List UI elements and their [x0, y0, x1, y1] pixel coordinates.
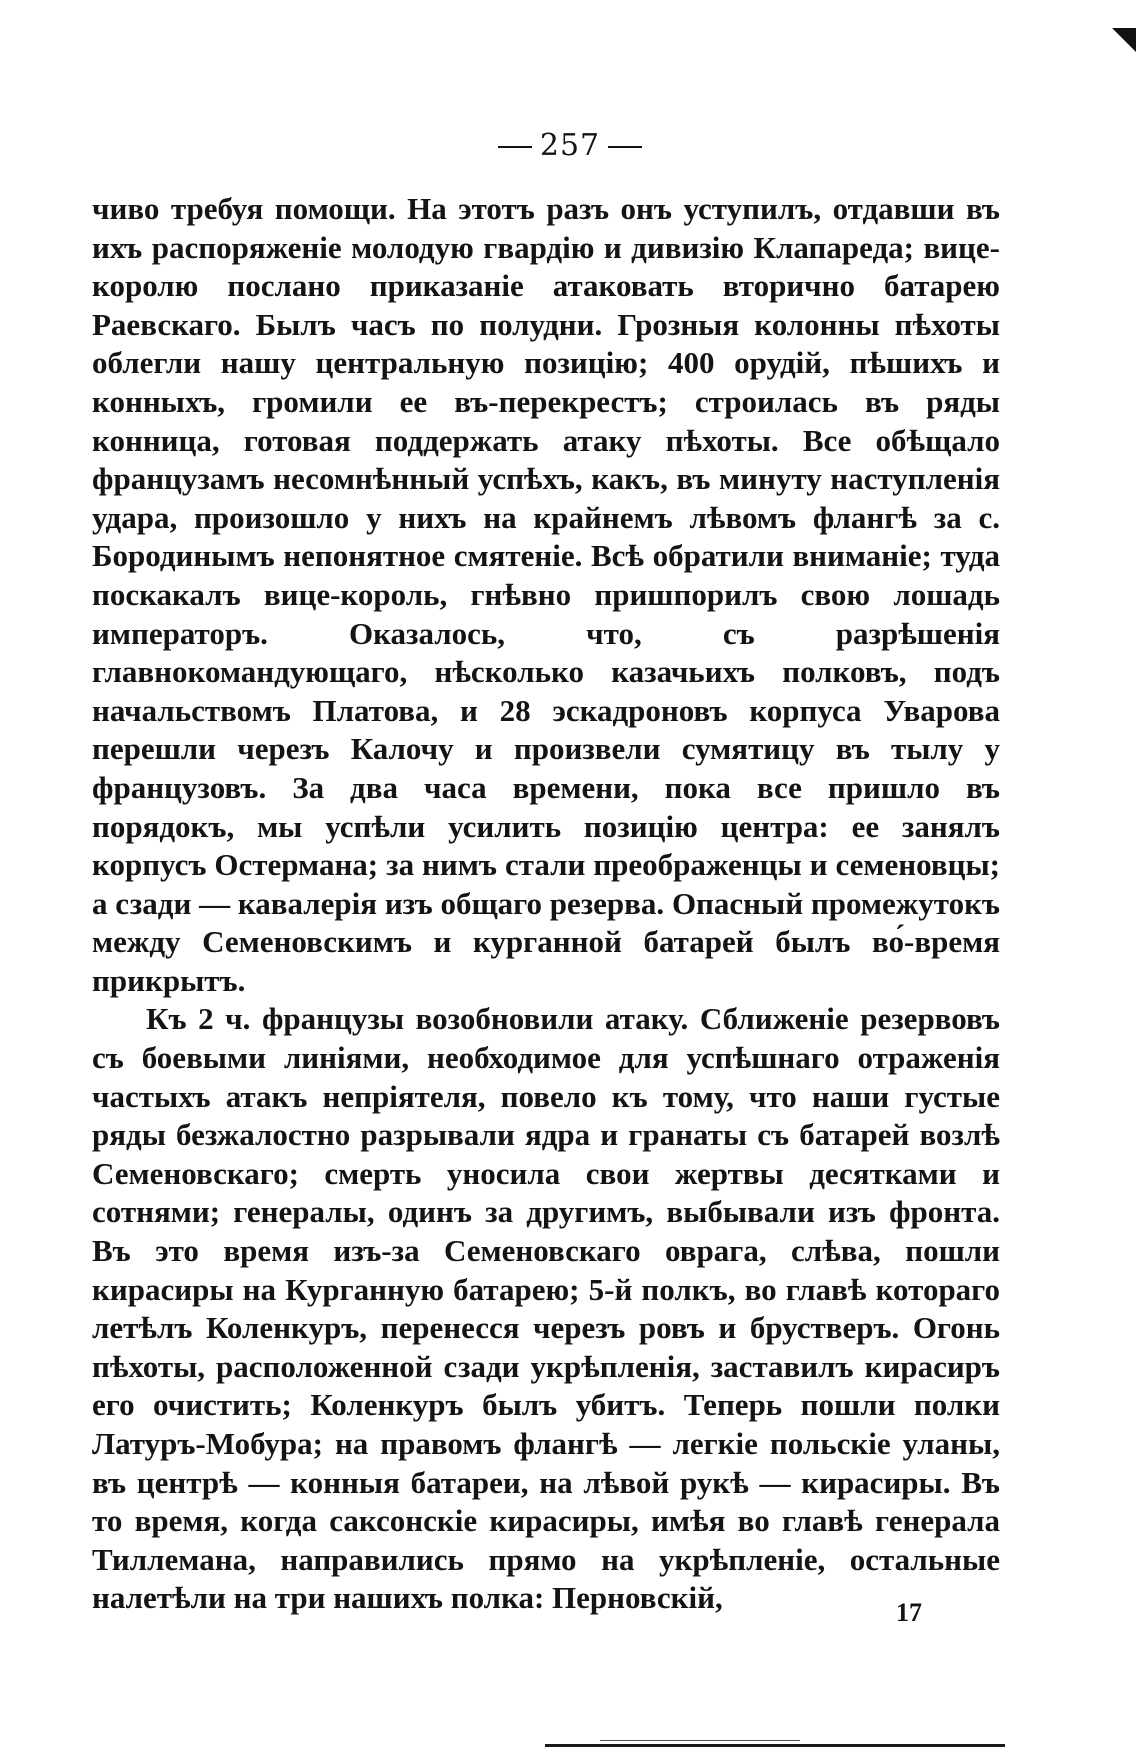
page-number: 257	[539, 128, 601, 163]
printer-signature-mark: 17	[896, 1598, 922, 1627]
corner-triangle-icon	[1110, 26, 1138, 54]
paragraph-1: чиво требуя помощи. На этотъ разъ онъ уступилъ, отдавши въ ихъ распоряженіе молодую гвардію и дивизію Клапареда; вице-королю послано приказаніе атаковать вторично батарею Раевскаго. Былъ часъ по полудни. Грозныя колонны пѣхоты облегли нашу центральную позицію; 400 орудій, пѣшихъ и конныхъ, громили ее въ-перекрестъ; строилась въ ряды конница, готовая поддержать атаку пѣхоты. Все обѣщало французамъ несомнѣнный успѣхъ, какъ, въ минуту наступленія удара, произошло у нихъ на крайнемъ лѣвомъ флангѣ за с. Бородинымъ непонятное смятеніе. Всѣ обратили вниманіе; туда поскакалъ вице-король, гнѣвно пришпорилъ свою лошадь императоръ. Оказалось, что, съ разрѣшенія главнокомандующаго, нѣсколько казачьихъ полковъ, подъ начальствомъ Платова, и 28 эскадроновъ корпуса Уварова перешли черезъ Калочу и произвели сумятицу въ тылу у французовъ. За два часа времени, пока все пришло въ порядокъ, мы успѣли усилить позицію центра: ее занялъ корпусъ Остермана; за нимъ стали преображенцы и семеновцы; а сзади — кавалерія изъ общаго резерва. Опасный промежутокъ между Семеновскимъ и курганной батарей былъ во́-время прикрытъ.	[92, 191, 1000, 998]
paragraph-2: Къ 2 ч. французы возобновили атаку. Сближеніе резервовъ съ боевыми линіями, необходимое для успѣшнаго отраженія частыхъ атакъ непріятеля, повело къ тому, что наши густые ряды безжалостно разрывали ядра и гранаты съ батарей возлѣ Семеновскаго; смерть уносила свои жертвы десятками и сотнями; генералы, одинъ за другимъ, выбывали изъ фронта. Въ это время изъ-за Семеновскаго оврага, слѣва, пошли кирасиры на Курганную батарею; 5-й полкъ, во главѣ котораго летѣлъ Коленкуръ, перенесся черезъ ровъ и брустверъ. Огонь пѣхоты, расположенной сзади укрѣпленія, заставилъ кирасиръ его очистить; Коленкуръ былъ убитъ. Теперь пошли полки Латуръ-Мобура; на правомъ флангѣ — легкіе польскіе уланы, въ центрѣ — конныя батареи, на лѣвой рукѣ — кирасиры. Въ то время, когда саксонскіе кирасиры, имѣя во главѣ генерала Тиллемана, направились прямо на укрѣпленіе, остальные налетѣли на три нашихъ полка: Перновскій,	[92, 1001, 1000, 1616]
header-dash-right	[608, 146, 642, 148]
scan-edge-line-thin	[600, 1740, 800, 1741]
page-number-header	[0, 128, 1140, 163]
header-dash-left	[498, 146, 532, 148]
scan-edge-line	[545, 1744, 1005, 1747]
body-text	[92, 190, 1000, 1618]
